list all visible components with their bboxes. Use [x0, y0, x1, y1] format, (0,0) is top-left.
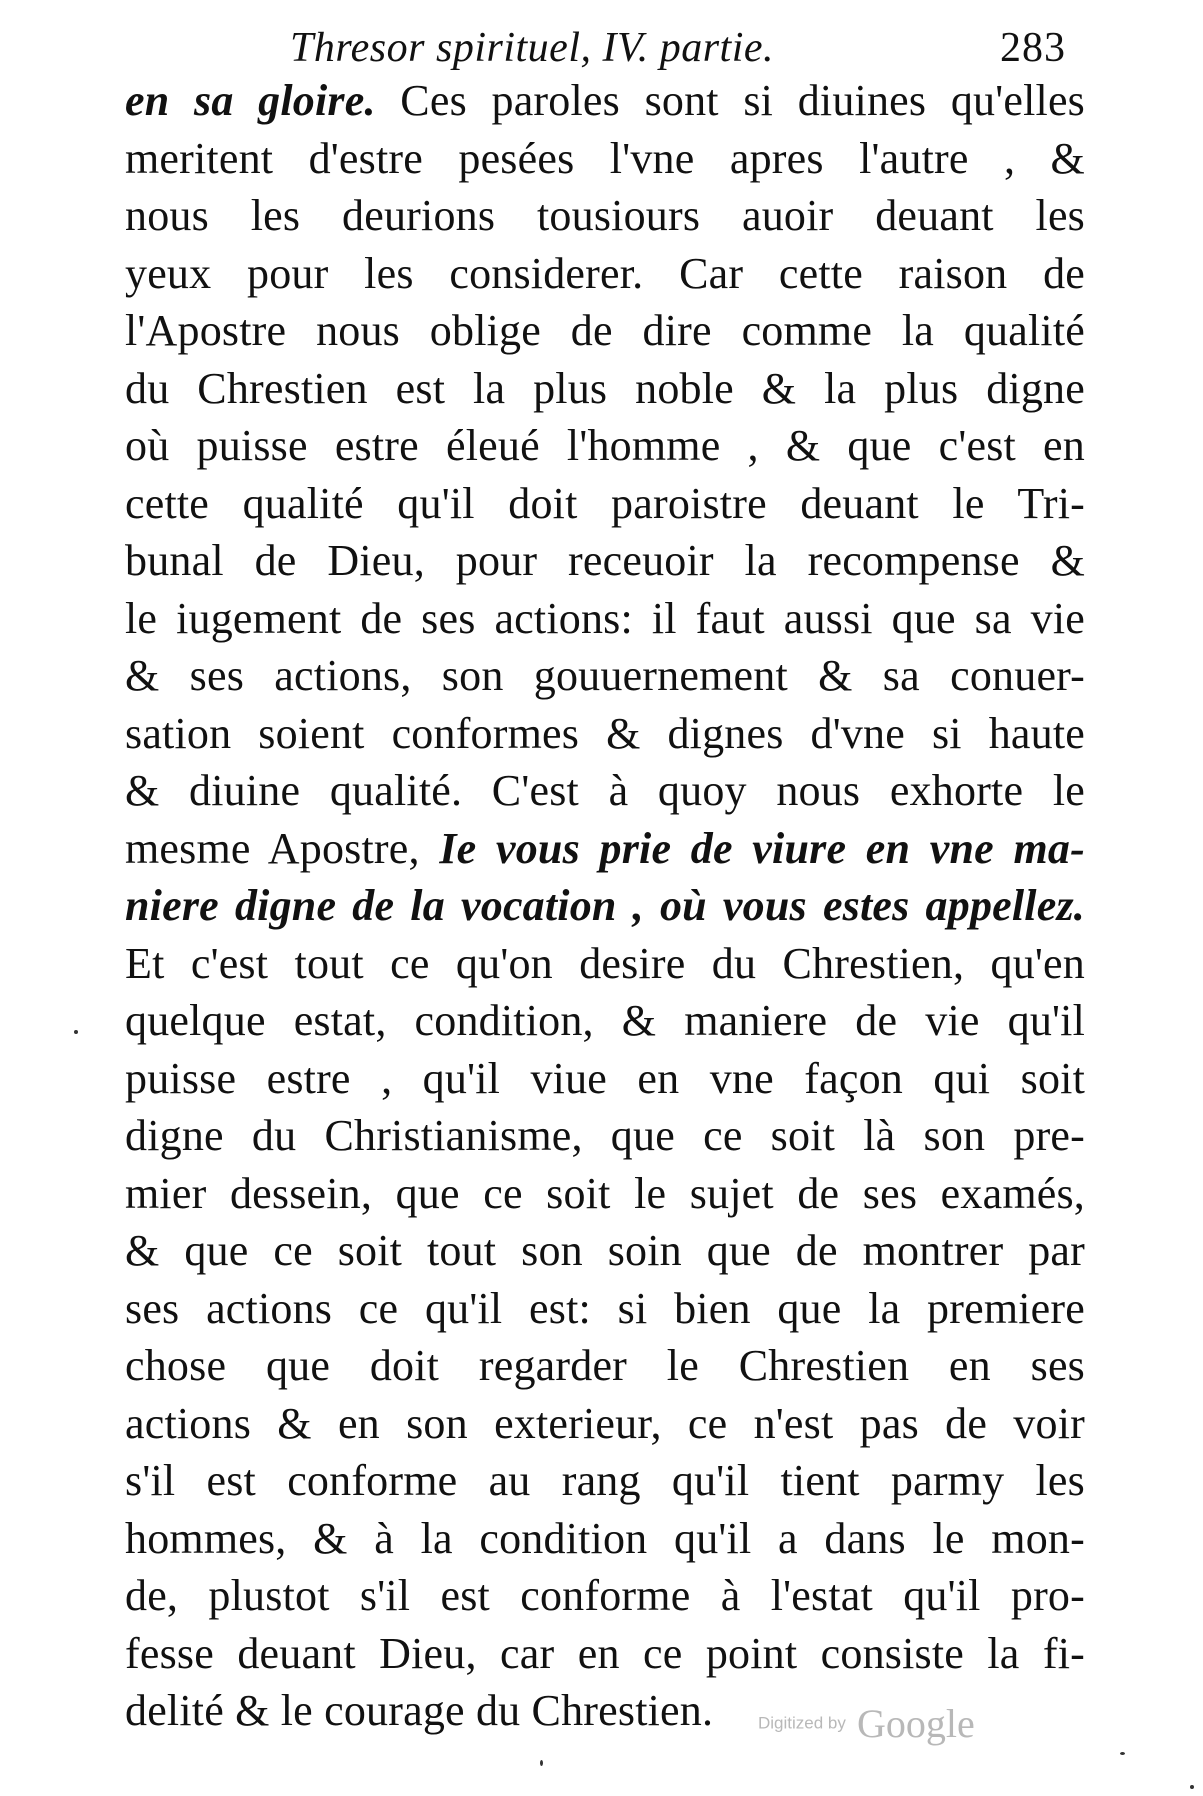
text-line	[125, 1280, 1085, 1338]
text-run: hommes, & à la condition qu'il a dans le mon-	[125, 1513, 1085, 1563]
scan-speck	[1190, 1785, 1194, 1789]
text-run: & que ce soit tout son soin que de montrer par	[125, 1226, 1085, 1275]
text-run: Ces paroles sont si diuines qu'elles	[375, 76, 1085, 125]
text-line	[125, 1050, 1085, 1108]
text-line	[125, 302, 1085, 360]
text-run: nous les deurions tousiours auoir deuant les	[125, 191, 1085, 240]
text-line	[125, 705, 1085, 763]
text-line	[125, 820, 1085, 878]
text-line	[125, 417, 1085, 475]
page-number: 283	[1000, 25, 1066, 71]
text-run: & diuine qualité. C'est à quoy nous exhorte le	[125, 766, 1085, 815]
text-run: sation soient conformes & dignes d'vne si haute	[125, 708, 1085, 758]
text-run: meritent d'estre pesées l'vne apres l'autre , &	[125, 133, 1085, 183]
text-line	[125, 1337, 1085, 1395]
text-line	[125, 992, 1085, 1050]
text-run: delité & le courage du Chrestien.	[125, 1686, 714, 1735]
digitized-watermark	[758, 1700, 975, 1750]
watermark-brand-logo: Google	[856, 1701, 975, 1746]
text-run: où puisse estre éleué l'homme , & que c'est en	[125, 421, 1085, 470]
text-line	[125, 1567, 1085, 1625]
body-text	[125, 72, 1085, 1740]
italic-text-run: Ie vous prie de viure en vne ma-	[439, 823, 1085, 873]
italic-text-run: en sa gloire.	[125, 76, 376, 125]
text-run: chose que doit regarder le Chrestien en ses	[125, 1341, 1085, 1390]
text-run: & ses actions, son gouuernement & sa conuer-	[125, 651, 1085, 700]
text-line	[125, 130, 1085, 188]
text-run: quelque estat, condition, & maniere de vie qu'il	[125, 996, 1085, 1045]
text-run: mesme Apostre,	[125, 823, 440, 873]
watermark-prefix: Digitized by	[758, 1713, 846, 1733]
text-line	[125, 762, 1085, 820]
text-line	[125, 475, 1085, 533]
text-run: du Chrestien est la plus noble & la plus digne	[125, 363, 1085, 413]
scan-speck	[74, 1030, 78, 1034]
text-run: s'il est conforme au rang qu'il tient parmy les	[125, 1456, 1085, 1505]
text-line	[125, 1165, 1085, 1223]
text-line	[125, 1452, 1085, 1510]
text-line	[125, 1510, 1085, 1568]
text-run: actions & en son exterieur, ce n'est pas de voir	[125, 1398, 1085, 1448]
text-line	[125, 1107, 1085, 1165]
text-line	[125, 1222, 1085, 1280]
scan-speck	[1120, 1752, 1125, 1755]
text-run: digne du Christianisme, que ce soit là son pre-	[125, 1111, 1085, 1160]
text-run: ses actions ce qu'il est: si bien que la premiere	[125, 1283, 1085, 1333]
text-line	[125, 647, 1085, 705]
text-run: puisse estre , qu'il viue en vne façon qui soit	[125, 1053, 1085, 1103]
text-line	[125, 1395, 1085, 1453]
text-line	[125, 245, 1085, 303]
text-run: bunal de Dieu, pour receuoir la recompense &	[125, 536, 1085, 585]
text-line	[125, 1625, 1085, 1683]
text-line	[125, 72, 1085, 130]
text-line	[125, 187, 1085, 245]
text-run: Et c'est tout ce qu'on desire du Chrestien, qu'en	[125, 938, 1085, 988]
scan-speck	[540, 1760, 543, 1766]
text-run: yeux pour les considerer. Car cette raison de	[125, 248, 1085, 298]
text-run: de, plustot s'il est conforme à l'estat qu'il pro-	[125, 1571, 1085, 1620]
text-run: le iugement de ses actions: il faut aussi que sa vie	[125, 593, 1085, 643]
text-line	[125, 590, 1085, 648]
text-run: cette qualité qu'il doit paroistre deuant le Tri-	[125, 478, 1085, 528]
text-line	[125, 877, 1085, 935]
italic-text-run: niere digne de la vocation , où vous estes appellez.	[125, 881, 1085, 930]
text-run: mier dessein, que ce soit le sujet de ses examés,	[125, 1168, 1085, 1218]
text-line	[125, 360, 1085, 418]
text-run: fesse deuant Dieu, car en ce point consiste la fi-	[125, 1628, 1085, 1678]
text-run: l'Apostre nous oblige de dire comme la qualité	[125, 306, 1085, 355]
running-title: Thresor spirituel, IV. partie.	[290, 25, 775, 71]
text-line	[125, 935, 1085, 993]
text-line	[125, 532, 1085, 590]
